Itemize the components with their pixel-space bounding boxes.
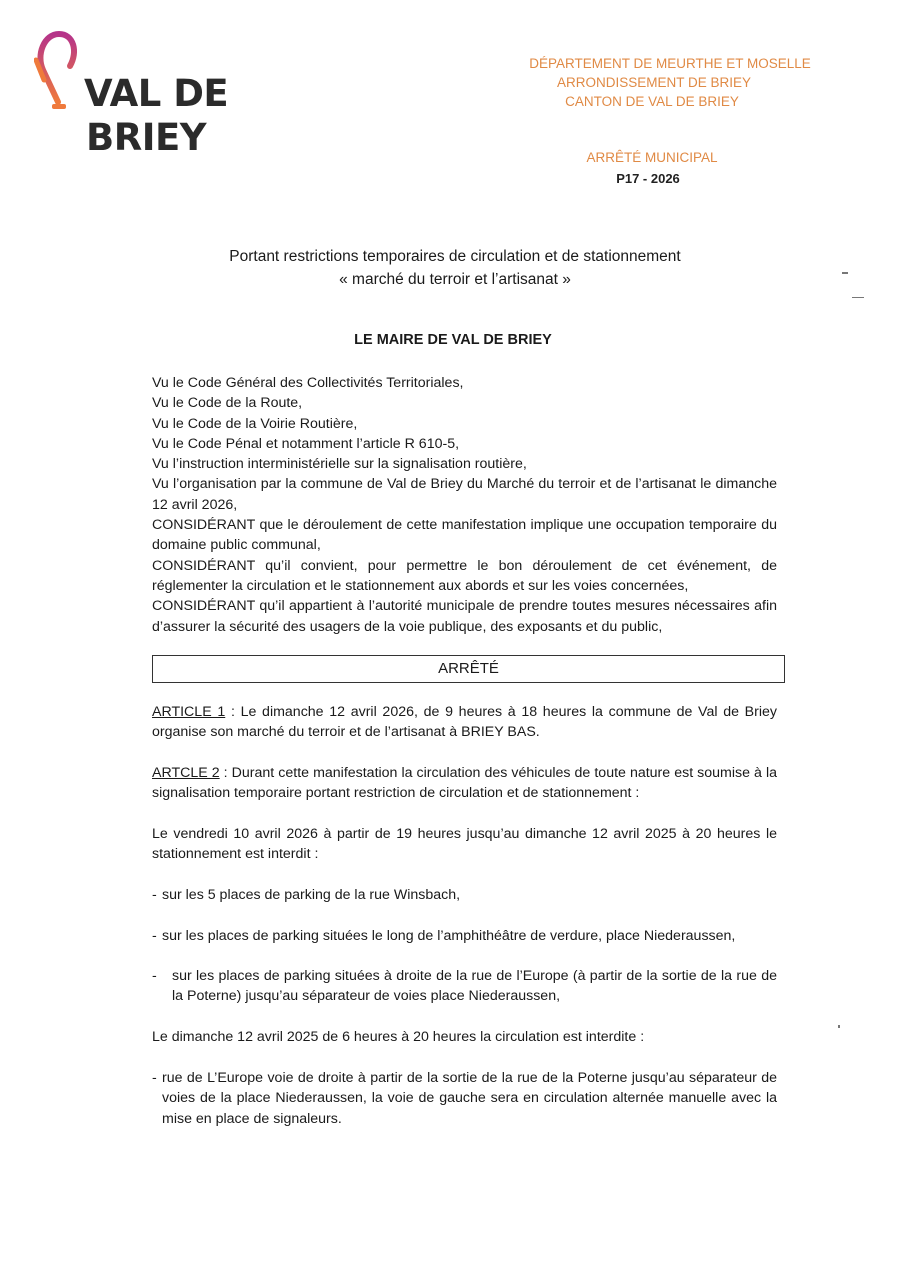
article-1-text: Le dimanche 12 avril 2026, de 9 heures à 18 heures la commune de Val de Briey organise son marché du terroir et de l’artisanat à BRIEY BAS. bbox=[152, 704, 778, 741]
decision-title-box bbox=[152, 655, 785, 683]
preamble-line: Vu l’organisation par la commune de Val de Briey du Marché du terroir et de l’artisanat le dimanche 12 avril 2026, bbox=[152, 476, 777, 513]
act-type: ARRÊTÉ MUNICIPAL bbox=[586, 150, 718, 165]
considerant: CONSIDÉRANT qu’il convient, pour permettre le bon déroulement de cet événement, de réglementer la circulation et le stationnement aux abords et sur les voies concernées, bbox=[152, 557, 777, 594]
val-de-briey-logo bbox=[34, 30, 234, 165]
article-1: ARTICLE 1 : Le dimanche 12 avril 2026, de 9 heures à 18 heures la commune de Val de Briey organise son marché du terroir et de l’artisanat à BRIEY BAS. bbox=[152, 704, 778, 741]
scan-mark bbox=[838, 1025, 840, 1028]
preamble-line: Vu le Code de la Voirie Routière, bbox=[152, 415, 358, 432]
parking-intro: Le vendredi 10 avril 2026 à partir de 19 heures jusqu’au dimanche 12 avril 2025 à 20 heures le stationnement est interdit : bbox=[152, 826, 777, 863]
article-2: ARTCLE 2 : Durant cette manifestation la circulation des véhicules de toute nature est soumise à la signalisation temporaire portant restriction de circulation et de stationnement : bbox=[152, 765, 777, 802]
logo-text-line1: VAL DE bbox=[84, 72, 229, 115]
arrondissement-name: ARRONDISSEMENT DE BRIEY bbox=[556, 75, 752, 90]
considerant: CONSIDÉRANT qu’il appartient à l’autorité municipale de prendre toutes mesures nécessaires afin d’assurer la sécurité des usagers de la voie publique, des exposants et du public, bbox=[152, 598, 777, 635]
article-1-label: ARTICLE 1 bbox=[152, 704, 226, 720]
department-name: DÉPARTEMENT DE MEURTHE ET MOSELLE bbox=[529, 56, 811, 71]
list-item: - sur les places de parking situées le long de l’amphithéâtre de verdure, place Niederaussen, bbox=[152, 928, 736, 944]
list-item: - sur les 5 places de parking de la rue Winsbach, bbox=[152, 887, 461, 903]
article-2-label: ARTCLE 2 bbox=[152, 765, 220, 781]
subject-line-1: Portant restrictions temporaires de circulation et de stationnement bbox=[229, 248, 681, 265]
logo-text-line2: BRIEY bbox=[86, 116, 207, 159]
preamble-line: Vu le Code Général des Collectivités Territoriales, bbox=[152, 375, 464, 391]
map-pin-heart-icon bbox=[34, 30, 84, 115]
preamble-line: Vu le Code Pénal et notamment l’article R 610-5, bbox=[152, 435, 460, 452]
preamble-line: Vu le Code de la Route, bbox=[152, 395, 303, 412]
canton-name: CANTON DE VAL DE BRIEY bbox=[565, 94, 739, 109]
traffic-intro: Le dimanche 12 avril 2025 de 6 heures à 20 heures la circulation est interdite : bbox=[152, 1029, 645, 1045]
list-item: - rue de L’Europe voie de droite à partir de la sortie de la rue de la Poterne jusqu’au séparateur de voies de la place Niederaussen, la voie de gauche sera en circulation alternée manuelle avec la mise en place de signaleurs. bbox=[152, 1070, 777, 1127]
subject-line-2: « marché du terroir et l’artisanat » bbox=[339, 271, 571, 288]
article-2-text: Durant cette manifestation la circulation des véhicules de toute nature est soumise à la signalisation temporaire portant restriction de circulation et de stationnement : bbox=[152, 765, 777, 802]
preamble bbox=[152, 373, 777, 637]
scan-mark bbox=[852, 297, 864, 298]
preamble-line: Vu l’instruction interministérielle sur la signalisation routière, bbox=[152, 456, 527, 473]
considerant: CONSIDÉRANT que le déroulement de cette manifestation implique une occupation temporaire du domaine public communal, bbox=[152, 517, 777, 554]
authority-heading: LE MAIRE DE VAL DE BRIEY bbox=[354, 332, 552, 348]
act-number: P17 - 2026 bbox=[616, 171, 680, 186]
decision-title: ARRÊTÉ bbox=[438, 660, 499, 677]
scan-mark bbox=[842, 272, 848, 274]
list-item: - sur les places de parking situées à droite de la rue de l’Europe (à partir de la sortie de la rue de la Poterne) jusqu’au séparateur de voies place Niederaussen, bbox=[152, 968, 777, 1005]
